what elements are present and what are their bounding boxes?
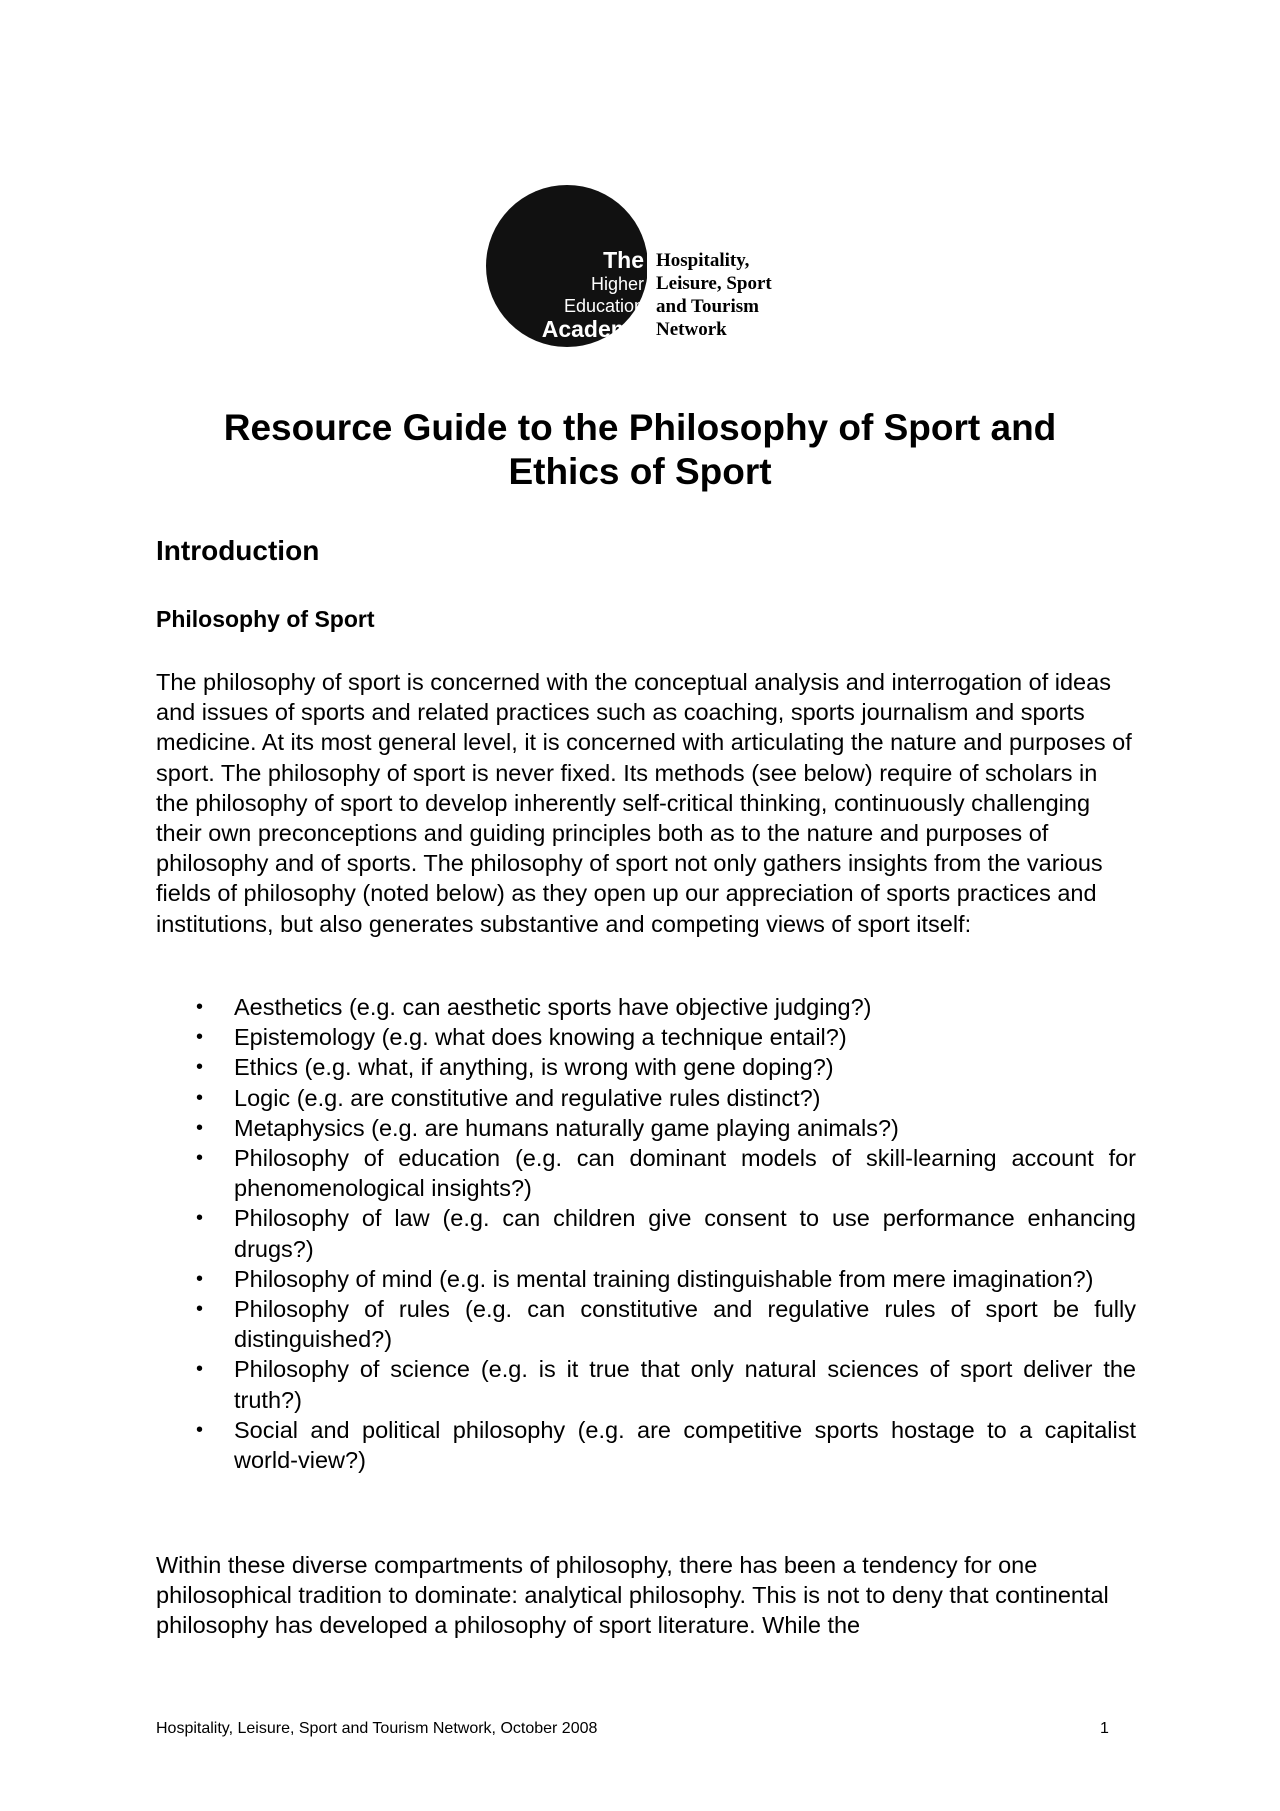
document-title	[160, 406, 1120, 494]
list-item: • Epistemology (e.g. what does knowing a technique entail?)	[156, 1022, 1136, 1052]
logo-text-education: Education	[563, 296, 644, 316]
logo-text-leisure-sport: Leisure, Sport	[656, 273, 772, 294]
list-item: • Logic (e.g. are constitutive and regulative rules distinct?)	[156, 1083, 1136, 1113]
bullet-icon: •	[196, 1116, 204, 1139]
logo-text-the: The	[603, 247, 644, 273]
list-item: • Philosophy of science (e.g. is it true that only natural sciences of sport deliver the truth?)	[196, 1356, 1136, 1413]
list-item: • Philosophy of mind (e.g. is mental training distinguishable from mere imagination?)	[156, 1264, 1136, 1294]
bullet-icon: •	[196, 1418, 204, 1441]
bullet-icon: •	[196, 1147, 204, 1170]
list-item: • Social and political philosophy (e.g. are competitive sports hostage to a capitalist world-view?)	[196, 1416, 1136, 1474]
philosophy-fields-list	[156, 992, 1136, 1475]
bullet-icon: •	[196, 1298, 204, 1321]
list-item: • Philosophy of education (e.g. can dominant models of skill-learning account for phenomenological insights?)	[196, 1145, 1136, 1202]
paragraph-analytical-tradition: Within these diverse compartments of philosophy, there has been a tendency for one philosophical tradition to dominate: analytical philosophy. This is not to deny that continental philosophy has developed a philosophy of sport literature. While the	[156, 1552, 1109, 1639]
bullet-icon: •	[196, 996, 204, 1018]
page-number: 1	[1100, 1720, 1109, 1737]
list-item: • Metaphysics (e.g. are humans naturally game playing animals?)	[156, 1113, 1136, 1143]
bullet-icon: •	[196, 1086, 204, 1109]
heading-introduction: Introduction	[156, 535, 320, 566]
bullet-icon: •	[196, 1267, 204, 1290]
list-item: • Aesthetics (e.g. can aesthetic sports have objective judging?)	[156, 992, 1136, 1022]
bullet-icon: •	[196, 1026, 204, 1049]
logo-text-academy: Academy	[541, 316, 644, 342]
list-item: • Philosophy of law (e.g. can children give consent to use performance enhancing drugs?)	[196, 1205, 1136, 1262]
logo-text-network: Network	[656, 319, 727, 340]
bullet-icon: •	[196, 1358, 204, 1381]
logo-text-hospitality: Hospitality,	[656, 250, 750, 271]
list-item: • Ethics (e.g. what, if anything, is wrong with gene doping?)	[156, 1052, 1136, 1082]
title-line-1: Resource Guide to the Philosophy of Sport and	[223, 407, 1057, 448]
hea-network-logo	[486, 185, 806, 355]
logo-divider	[647, 247, 649, 341]
logo-text-and-tourism: and Tourism	[656, 296, 759, 317]
bullet-icon: •	[196, 1207, 204, 1230]
paragraph-intro: The philosophy of sport is concerned with the conceptual analysis and interrogation of ideas and issues of sports and related practices such as coaching, sports journalism and sports medicine. At its most general level, it is concerned with articulating the nature and purposes of sport. The philosophy of sport is never fixed. Its methods (see below) require of scholars in the philosophy of sport to develop inherently self-critical thinking, continuously challenging their own preconceptions and guiding principles both as to the nature and purposes of philosophy and of sports. The philosophy of sport not only gathers insights from the various fields of philosophy (noted below) as they open up our appreciation of sports practices and institutions, but also generates substantive and competing views of sport itself:	[156, 669, 1132, 937]
heading-philosophy-of-sport: Philosophy of Sport	[156, 606, 375, 632]
list-item: • Philosophy of rules (e.g. can constitutive and regulative rules of sport be fully distinguished?)	[196, 1296, 1136, 1353]
title-line-2: Ethics of Sport	[508, 451, 772, 492]
logo-text-higher: Higher	[590, 274, 644, 294]
footer-text: Hospitality, Leisure, Sport and Tourism Network, October 2008	[156, 1720, 598, 1737]
bullet-icon: •	[196, 1056, 204, 1079]
